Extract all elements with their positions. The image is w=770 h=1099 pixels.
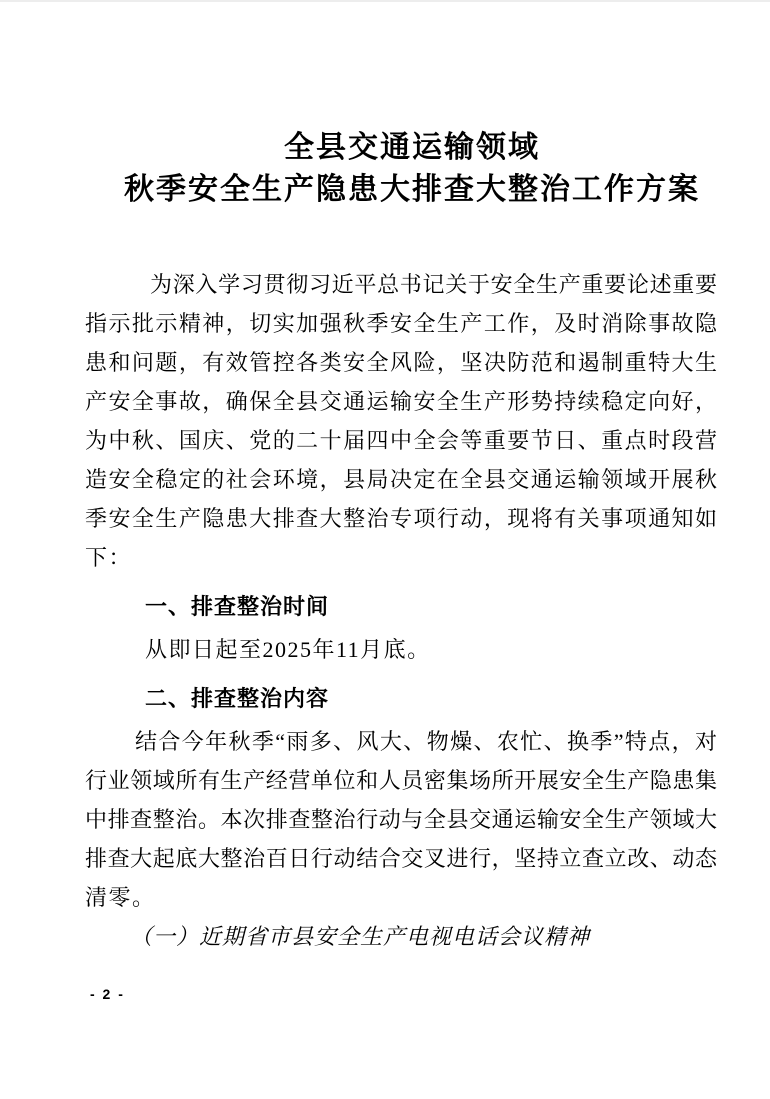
- paragraph-line: 清零。: [85, 885, 156, 910]
- document-title: [85, 0, 717, 211]
- paragraph-line: 行业领域所有生产经营单位和人员密集场所开展安全生产隐患集: [85, 768, 717, 793]
- paragraph-line: 指示批示精神，切实加强秋季安全生产工作，及时消除事故隐: [85, 311, 717, 336]
- paragraph-line: 产安全事故，确保全县交通运输安全生产形势持续稳定向好，: [85, 389, 717, 414]
- intro-paragraph: [85, 265, 717, 577]
- paragraph-line: 患和问题，有效管控各类安全风险，坚决防范和遏制重特大生: [85, 350, 717, 375]
- subsection-1-heading: （一）近期省市县安全生产电视电话会议精神: [130, 924, 591, 949]
- section-2-paragraph: [85, 722, 717, 917]
- paragraph-line: 造安全稳定的社会环境，县局决定在全县交通运输领域开展秋: [85, 467, 717, 492]
- paragraph-line: 季安全生产隐患大排查大整治专项行动，现将有关事项通知如: [85, 506, 717, 531]
- document-title-line-2: 秋季安全生产隐患大排查大整治工作方案: [124, 173, 700, 206]
- document-content: [85, 0, 717, 956]
- paragraph-line: 结合今年秋季“雨多、风大、物燥、农忙、换季”特点，对: [135, 729, 717, 754]
- paragraph-line: 中排查整治。本次排查整治行动与全县交通运输安全生产领域大: [85, 807, 717, 832]
- section-2-heading: 二、排查整治内容: [145, 686, 330, 711]
- page-number: - 2 -: [90, 986, 125, 1002]
- paragraph-line: 下：: [85, 545, 133, 570]
- paragraph-line: 排查大起底大整治百日行动结合交叉进行，坚持立查立改、动态: [85, 846, 717, 871]
- paragraph-line: 为深入学习贯彻习近平总书记关于安全生产重要论述重要: [150, 272, 717, 297]
- section-1-heading: 一、排查整治时间: [145, 594, 330, 619]
- paragraph-line: 为中秋、国庆、党的二十届四中全会等重要节日、重点时段营: [85, 428, 717, 453]
- section-1-body: 从即日起至2025年11月底。: [145, 637, 431, 662]
- document-title-line-1: 全县交通运输领域: [284, 131, 540, 164]
